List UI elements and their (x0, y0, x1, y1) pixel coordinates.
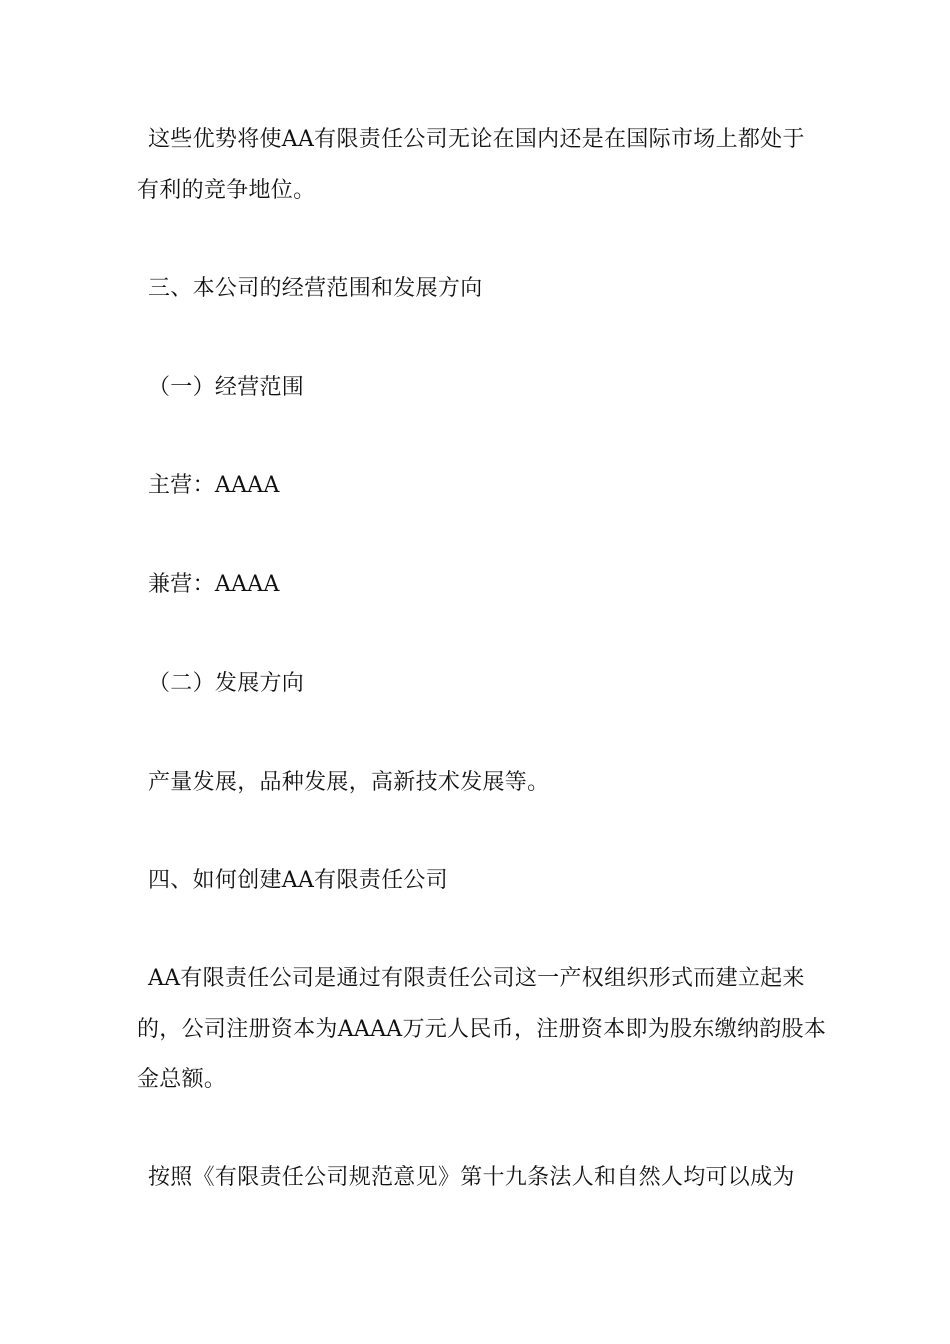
paragraph-2-line-3: 金总额。 (137, 1067, 227, 1092)
paragraph-3-line-1: 按照《有限责任公司规范意见》第十九条法人和自然人均可以成为 (148, 1165, 795, 1190)
subsection-heading-2: （二）发展方向 (148, 671, 305, 696)
paragraph-2-line-2: 的，公司注册资本为AAAA万元人民币，注册资本即为股东缴纳韵股本 (137, 1017, 827, 1042)
paragraph-2-line-1: AA有限责任公司是通过有限责任公司这一产权组织形式而建立起来 (148, 966, 805, 991)
paragraph-1-line-2: 有利的竞争地位。 (137, 178, 316, 203)
side-business-line: 兼营：AAAA (148, 572, 280, 597)
development-direction-line: 产量发展，品种发展，高新技术发展等。 (148, 770, 550, 795)
main-business-line: 主营：AAAA (148, 473, 280, 498)
subsection-heading-1: （一）经营范围 (148, 375, 305, 400)
section-heading-3: 三、本公司的经营范围和发展方向 (148, 276, 483, 301)
section-heading-4: 四、如何创建AA有限责任公司 (148, 868, 448, 893)
paragraph-1-line-1: 这些优势将使AA有限责任公司无论在国内还是在国际市场上都处于 (148, 127, 805, 152)
